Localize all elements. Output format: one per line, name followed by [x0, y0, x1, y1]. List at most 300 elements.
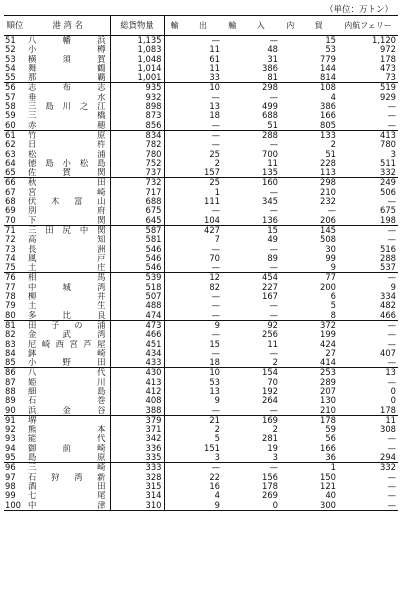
- total-cargo-cell: 782: [110, 140, 164, 149]
- table-row: [4, 415, 398, 425]
- table-row: [4, 102, 398, 111]
- ferry-cell: —: [387, 235, 396, 245]
- port-name-cell: 徳島小松島: [26, 159, 110, 168]
- export-cell: 25: [209, 177, 220, 188]
- rank-cell: 88: [5, 386, 16, 396]
- domestic-cell: 133: [320, 130, 336, 140]
- port-name-cell: 尼崎西宮芦屋: [26, 340, 110, 349]
- import-cell: 0: [222, 501, 280, 511]
- ferry-cell: 73: [338, 73, 398, 83]
- table-row: [4, 396, 398, 405]
- header-ferry: 内航フェリー: [338, 16, 398, 36]
- port-name-cell: 石巻: [26, 396, 110, 405]
- domestic-cell: 144: [320, 63, 336, 73]
- export-cell: —: [211, 130, 220, 140]
- import-cell: —: [269, 206, 278, 216]
- table-row: [4, 473, 398, 482]
- port-name-cell: 小樽: [26, 45, 110, 54]
- ferry-cell: 473: [380, 63, 396, 73]
- domestic-cell: 150: [320, 472, 336, 482]
- import-cell: —: [269, 348, 278, 358]
- ferry-cell: 482: [380, 301, 396, 311]
- table-row: [4, 83, 398, 93]
- export-cell: 5: [214, 434, 220, 444]
- ferry-cell: 0: [390, 396, 396, 406]
- export-cell: 11: [209, 63, 220, 73]
- ferry-cell: 466: [338, 311, 398, 321]
- ferry-cell: 1,120: [372, 35, 396, 45]
- export-cell: 70: [209, 253, 220, 263]
- total-cargo-cell: 539: [110, 273, 164, 283]
- port-name-cell: 金武湾: [26, 330, 110, 339]
- table-row: [4, 73, 398, 83]
- export-cell: —: [211, 206, 220, 216]
- port-name-cell: 土庄: [26, 263, 110, 273]
- export-cell: —: [211, 92, 220, 102]
- ferry-cell: —: [387, 481, 396, 491]
- domestic-cell: 178: [320, 415, 336, 425]
- rank-cell: 83: [5, 339, 16, 349]
- ferry-cell: —: [387, 377, 396, 387]
- rank-cell: 77: [5, 282, 16, 292]
- export-cell: —: [164, 121, 222, 131]
- import-cell: —: [269, 301, 278, 311]
- import-cell: 160: [262, 177, 278, 188]
- export-cell: 4: [214, 491, 220, 501]
- port-name-cell: 田子の浦: [26, 320, 110, 330]
- rank-cell: 76: [5, 272, 16, 283]
- import-cell: 178: [262, 481, 278, 491]
- table-row: [4, 140, 398, 149]
- domestic-cell: 386: [320, 102, 336, 112]
- port-name-cell: 垂水: [26, 93, 110, 102]
- table-row: [4, 111, 398, 120]
- export-cell: —: [211, 140, 220, 150]
- export-cell: —: [211, 35, 220, 45]
- port-name-cell: 八幡浜: [26, 36, 110, 46]
- rank-cell: 71: [5, 225, 16, 235]
- port-name-cell: 三田尻中関: [26, 225, 110, 235]
- import-cell: 167: [262, 292, 278, 302]
- import-cell: 92: [267, 320, 278, 330]
- total-cargo-cell: 546: [110, 245, 164, 254]
- domestic-cell: 289: [320, 377, 336, 387]
- domestic-cell: 4: [330, 92, 336, 102]
- port-name-cell: 御前崎: [26, 444, 110, 453]
- port-name-cell: 舞鶴: [26, 64, 110, 73]
- total-cargo-cell: 333: [110, 463, 164, 473]
- port-name-cell: 島原: [26, 453, 110, 463]
- port-name-cell: 伏木富山: [26, 197, 110, 206]
- export-cell: 3: [164, 453, 222, 463]
- total-cargo-cell: 1,001: [110, 73, 164, 83]
- export-cell: 2: [214, 425, 220, 435]
- domestic-cell: 99: [325, 253, 336, 263]
- table-row: [4, 406, 398, 416]
- domestic-cell: 779: [320, 54, 336, 64]
- export-cell: 7: [214, 235, 220, 245]
- export-cell: 12: [209, 272, 220, 283]
- ferry-cell: 516: [380, 244, 396, 254]
- export-cell: 13: [209, 102, 220, 112]
- table-row: [4, 425, 398, 434]
- ferry-cell: 249: [380, 177, 396, 188]
- total-cargo-cell: 342: [110, 434, 164, 443]
- port-name-cell: 風戸: [26, 254, 110, 263]
- domestic-cell: 166: [320, 443, 336, 453]
- domestic-cell: 5: [330, 301, 336, 311]
- port-name-cell: 熊本: [26, 425, 110, 434]
- domestic-cell: 130: [320, 396, 336, 406]
- rank-cell: 78: [5, 292, 16, 302]
- import-cell: 288: [262, 130, 278, 140]
- port-name-cell: 八代: [26, 368, 110, 378]
- rank-cell: 79: [5, 301, 16, 311]
- total-cargo-cell: 335: [110, 453, 164, 463]
- import-cell: —: [269, 462, 278, 473]
- domestic-cell: 51: [325, 149, 336, 159]
- table-row: [4, 482, 398, 491]
- export-cell: 33: [164, 73, 222, 83]
- ferry-cell: 511: [380, 158, 396, 168]
- import-cell: 454: [262, 272, 278, 283]
- ferry-cell: 308: [380, 425, 396, 435]
- rank-cell: 55: [4, 73, 26, 83]
- table-row: [4, 463, 398, 473]
- table-row: [4, 130, 398, 140]
- table-row: [4, 168, 398, 178]
- table-row: [4, 378, 398, 387]
- domestic-cell: 232: [320, 197, 336, 207]
- import-cell: 269: [262, 491, 278, 501]
- rank-cell: 73: [5, 244, 16, 254]
- table-row: [4, 188, 398, 197]
- ferry-cell: 9: [390, 282, 396, 292]
- total-cargo-cell: 587: [110, 225, 164, 235]
- domestic-cell: 108: [320, 82, 336, 93]
- total-cargo-cell: 834: [110, 130, 164, 140]
- ferry-cell: 780: [380, 140, 396, 150]
- ferry-cell: —: [387, 111, 396, 121]
- port-name-cell: 三崎: [26, 463, 110, 473]
- ferry-cell: 198: [338, 216, 398, 226]
- table-row: [4, 159, 398, 168]
- import-cell: 688: [262, 111, 278, 121]
- import-cell: 48: [267, 45, 278, 55]
- rank-cell: 82: [5, 330, 16, 340]
- import-cell: 700: [262, 149, 278, 159]
- table-row: [4, 368, 398, 378]
- total-cargo-cell: 507: [110, 292, 164, 301]
- port-name-cell: 志布志: [26, 83, 110, 93]
- export-cell: 10: [209, 367, 220, 378]
- rank-cell: 97: [5, 472, 16, 482]
- domestic-cell: 53: [325, 45, 336, 55]
- import-cell: 227: [262, 282, 278, 292]
- total-cargo-cell: 898: [110, 102, 164, 111]
- domestic-cell: 207: [320, 386, 336, 396]
- rank-cell: 61: [5, 130, 16, 140]
- export-cell: 21: [209, 415, 220, 425]
- total-cargo-cell: 315: [110, 482, 164, 491]
- export-cell: 151: [204, 443, 220, 453]
- total-cargo-cell: 1,083: [110, 45, 164, 54]
- total-cargo-cell: 581: [110, 235, 164, 244]
- table-row: [4, 444, 398, 453]
- export-cell: —: [164, 406, 222, 416]
- table-row: [4, 330, 398, 339]
- domestic-cell: 228: [320, 158, 336, 168]
- rank-cell: 87: [5, 377, 16, 387]
- ferry-cell: —: [387, 330, 396, 340]
- table-row: [4, 320, 398, 330]
- total-cargo-cell: 752: [110, 159, 164, 168]
- import-cell: 281: [262, 434, 278, 444]
- export-cell: 25: [209, 149, 220, 159]
- port-name-cell: 赤穂: [26, 121, 110, 131]
- ferry-cell: 13: [385, 367, 396, 378]
- table-row: [4, 273, 398, 283]
- import-cell: 345: [262, 197, 278, 207]
- port-name-cell: 中城湾: [26, 283, 110, 292]
- total-cargo-cell: 433: [110, 358, 164, 368]
- import-cell: —: [269, 35, 278, 45]
- domestic-cell: 121: [320, 481, 336, 491]
- rank-cell: 60: [4, 121, 26, 131]
- import-cell: —: [269, 92, 278, 102]
- table-row: [4, 245, 398, 254]
- rank-cell: 53: [5, 54, 16, 64]
- port-name-cell: 鉢崎: [26, 349, 110, 358]
- rank-cell: 92: [5, 425, 16, 435]
- total-cargo-cell: 388: [110, 406, 164, 416]
- total-cargo-cell: 675: [110, 206, 164, 215]
- total-cargo-cell: 732: [110, 178, 164, 188]
- import-cell: 11: [267, 339, 278, 349]
- import-cell: 31: [267, 54, 278, 64]
- import-cell: 49: [267, 235, 278, 245]
- table-row: [4, 150, 398, 159]
- table-row: [4, 36, 398, 46]
- rank-cell: 69: [5, 206, 16, 216]
- export-cell: —: [211, 348, 220, 358]
- rank-cell: 80: [4, 311, 26, 321]
- export-cell: 22: [209, 472, 220, 482]
- domestic-cell: 166: [320, 111, 336, 121]
- domestic-cell: 27: [325, 348, 336, 358]
- export-cell: 427: [204, 225, 220, 235]
- total-cargo-cell: 546: [110, 254, 164, 263]
- table-row: [4, 434, 398, 443]
- rank-cell: 66: [5, 177, 16, 188]
- total-cargo-cell: 737: [110, 168, 164, 178]
- ferry-cell: 506: [380, 187, 396, 197]
- ferry-cell: —: [387, 472, 396, 482]
- ferry-cell: 413: [380, 130, 396, 140]
- unit-label: （単位：万トン）: [324, 5, 393, 15]
- export-cell: 18: [209, 111, 220, 121]
- port-name-cell: 松浦: [26, 150, 110, 159]
- import-cell: —: [269, 187, 278, 197]
- table-row: [4, 93, 398, 102]
- total-cargo-cell: 932: [110, 93, 164, 102]
- ferry-cell: —: [338, 358, 398, 368]
- port-name-cell: 多比良: [26, 311, 110, 321]
- total-cargo-cell: 856: [110, 121, 164, 131]
- rank-cell: 68: [5, 197, 16, 207]
- table-row: [4, 55, 398, 64]
- rank-cell: 58: [5, 102, 16, 112]
- rank-cell: 95: [4, 453, 26, 463]
- table-row: [4, 45, 398, 54]
- domestic-cell: 59: [325, 425, 336, 435]
- import-cell: 154: [262, 367, 278, 378]
- export-cell: 2: [214, 158, 220, 168]
- domestic-cell: 372: [320, 320, 336, 330]
- rank-cell: 70: [4, 216, 26, 226]
- import-cell: 19: [267, 443, 278, 453]
- port-name-cell: 堺: [26, 415, 110, 425]
- export-cell: 157: [164, 168, 222, 178]
- total-cargo-cell: 488: [110, 301, 164, 310]
- import-cell: 89: [267, 253, 278, 263]
- export-cell: —: [211, 330, 220, 340]
- export-cell: 9: [214, 320, 220, 330]
- domestic-cell: 77: [325, 272, 336, 283]
- table-row: [4, 340, 398, 349]
- export-cell: 16: [209, 481, 220, 491]
- rank-cell: 81: [5, 320, 16, 330]
- rank-cell: 65: [4, 168, 26, 178]
- ferry-cell: 178: [380, 54, 396, 64]
- table-row: [4, 491, 398, 500]
- rank-cell: 75: [4, 263, 26, 273]
- domestic-cell: 40: [325, 491, 336, 501]
- rank-cell: 62: [5, 140, 16, 150]
- rank-cell: 64: [5, 158, 16, 168]
- export-cell: —: [211, 244, 220, 254]
- rank-cell: 63: [5, 149, 16, 159]
- table-row: [4, 197, 398, 206]
- import-cell: 386: [262, 63, 278, 73]
- total-cargo-cell: 412: [110, 387, 164, 396]
- import-cell: 15: [267, 225, 278, 235]
- port-name-cell: 相馬: [26, 273, 110, 283]
- export-cell: 61: [209, 54, 220, 64]
- ferry-cell: —: [387, 225, 396, 235]
- rank-cell: 84: [5, 348, 16, 358]
- header-import: 輸 入: [222, 16, 280, 36]
- ferry-cell: 288: [380, 253, 396, 263]
- total-cargo-cell: 546: [110, 263, 164, 273]
- table-row: [4, 178, 398, 188]
- ferry-cell: 3: [390, 149, 396, 159]
- total-cargo-cell: 518: [110, 283, 164, 292]
- port-name-cell: 日杵: [26, 140, 110, 149]
- domestic-cell: 253: [320, 367, 336, 378]
- import-cell: 298: [262, 82, 278, 93]
- table-row: [4, 358, 398, 368]
- table-row: [4, 283, 398, 292]
- export-cell: 82: [209, 282, 220, 292]
- ferry-cell: 0: [390, 386, 396, 396]
- port-name-cell: 小野田: [26, 358, 110, 368]
- import-cell: —: [269, 140, 278, 150]
- ferry-cell: 537: [338, 263, 398, 273]
- header-export: 輸 出: [164, 16, 222, 36]
- domestic-cell: 15: [325, 35, 336, 45]
- domestic-cell: 113: [280, 168, 338, 178]
- rank-cell: 74: [5, 253, 16, 263]
- table-row: [4, 301, 398, 310]
- ferry-cell: 972: [380, 45, 396, 55]
- domestic-cell: 200: [320, 282, 336, 292]
- ferry-cell: 332: [338, 168, 398, 178]
- import-cell: 51: [222, 121, 280, 131]
- port-name-cell: 中津: [26, 501, 110, 511]
- import-cell: 169: [262, 415, 278, 425]
- ferry-cell: 519: [380, 82, 396, 93]
- total-cargo-cell: 1,048: [110, 55, 164, 64]
- rank-cell: 93: [5, 434, 16, 444]
- export-cell: 13: [209, 386, 220, 396]
- table-row: [4, 216, 398, 226]
- port-name-cell: 浜金谷: [26, 406, 110, 416]
- import-cell: 81: [222, 73, 280, 83]
- export-cell: 11: [209, 45, 220, 55]
- table-row: [4, 225, 398, 235]
- ferry-cell: —: [387, 491, 396, 501]
- table-row: [4, 501, 398, 511]
- header-row: [4, 16, 398, 36]
- rank-cell: 94: [5, 443, 16, 453]
- domestic-cell: 206: [280, 216, 338, 226]
- total-cargo-cell: 780: [110, 150, 164, 159]
- port-name-cell: 佐賀関: [26, 168, 110, 178]
- table-row: [4, 387, 398, 396]
- total-cargo-cell: 1,014: [110, 64, 164, 73]
- export-cell: —: [164, 263, 222, 273]
- rank-cell: 52: [5, 45, 16, 55]
- rank-cell: 91: [5, 415, 16, 425]
- import-cell: 70: [267, 377, 278, 387]
- port-name-cell: 土生: [26, 301, 110, 310]
- table-row: [4, 311, 398, 321]
- export-cell: —: [211, 292, 220, 302]
- domestic-cell: 805: [280, 121, 338, 131]
- domestic-cell: 298: [320, 177, 336, 188]
- export-cell: 9: [214, 396, 220, 406]
- export-cell: 15: [209, 339, 220, 349]
- import-cell: 11: [267, 158, 278, 168]
- ferry-cell: —: [387, 434, 396, 444]
- table-row: [4, 235, 398, 244]
- total-cargo-cell: 314: [110, 491, 164, 500]
- port-name-cell: 姫川: [26, 378, 110, 387]
- import-cell: —: [222, 406, 280, 416]
- table-row: [4, 453, 398, 463]
- table-row: [4, 263, 398, 273]
- table-row: [4, 206, 398, 215]
- ferry-cell: 675: [380, 206, 396, 216]
- export-cell: —: [211, 462, 220, 473]
- total-cargo-cell: 474: [110, 311, 164, 321]
- ferry-cell: —: [387, 320, 396, 330]
- table-row: [4, 64, 398, 73]
- domestic-cell: 56: [325, 434, 336, 444]
- port-name-cell: 竹原: [26, 130, 110, 140]
- export-cell: 53: [209, 377, 220, 387]
